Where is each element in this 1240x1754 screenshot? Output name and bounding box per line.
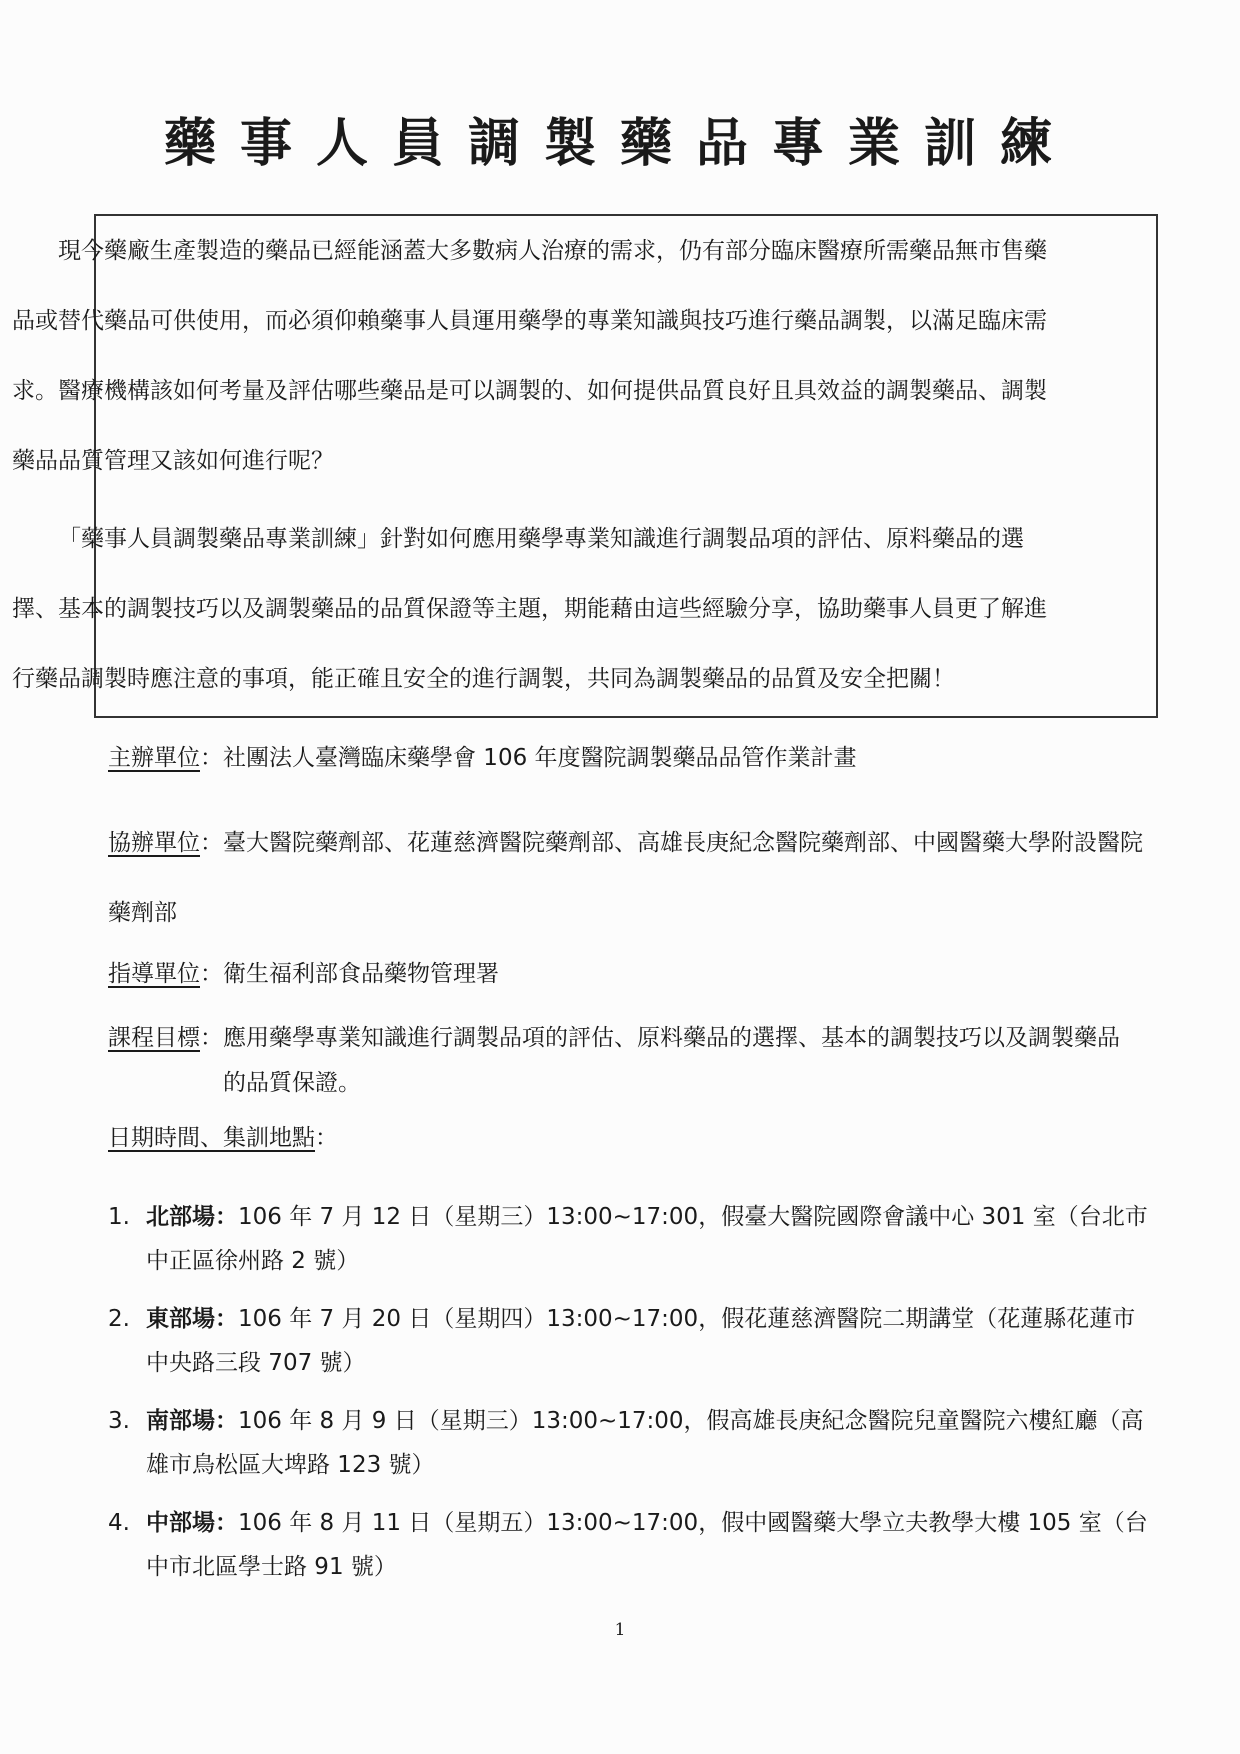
session-detail: 106 年 7 月 20 日（星期四）13:00~17:00，假花蓮慈濟醫院二期講堂（花蓮縣花蓮市中央路三段 707 號）	[146, 1306, 1136, 1376]
co-organizer-row	[108, 808, 1158, 948]
guidance-row	[108, 954, 1158, 994]
intro-paragraph-1	[12, 216, 1052, 496]
session-item-north	[108, 1195, 1158, 1297]
session-region: 南部場：	[146, 1408, 238, 1434]
organizer-label: 主辦單位	[108, 745, 200, 771]
organizer-row	[108, 738, 1158, 778]
colon: ：	[200, 1025, 223, 1051]
organizer-value: 社團法人臺灣臨床藥學會 106 年度醫院調製藥品品管作業計畫	[223, 745, 857, 771]
session-number: 2.	[108, 1306, 130, 1332]
co-organizer-value: 臺大醫院藥劑部、花蓮慈濟醫院藥劑部、高雄長庚紀念醫院藥劑部、中國醫藥大學附設醫院藥劑部	[108, 830, 1143, 926]
session-region: 中部場：	[146, 1510, 238, 1536]
course-goal-line-1	[108, 1018, 1158, 1058]
session-region: 東部場：	[146, 1306, 238, 1332]
guidance-value: 衛生福利部食品藥物管理署	[223, 961, 499, 987]
session-item-east	[108, 1297, 1158, 1399]
session-detail: 106 年 8 月 9 日（星期三）13:00~17:00，假高雄長庚紀念醫院兒童醫院六樓紅廳（高雄市鳥松區大埤路 123 號）	[146, 1408, 1144, 1478]
colon: ：	[200, 745, 223, 771]
colon: ：	[200, 961, 223, 987]
page-number: 1	[614, 1620, 626, 1640]
session-detail: 106 年 8 月 11 日（星期五）13:00~17:00，假中國醫藥大學立夫教學大樓 105 室（台中市北區學士路 91 號）	[146, 1510, 1148, 1580]
date-location-label: 日期時間、集訓地點	[108, 1125, 315, 1151]
guidance-label: 指導單位	[108, 961, 200, 987]
session-item-central	[108, 1501, 1158, 1603]
session-number: 3.	[108, 1408, 130, 1434]
intro-paragraph-2	[12, 504, 1052, 714]
session-number: 1.	[108, 1204, 130, 1230]
colon: ：	[315, 1125, 338, 1151]
document-title: 藥事人員調製藥品專業訓練	[163, 114, 1076, 174]
session-region: 北部場：	[146, 1204, 238, 1230]
session-number: 4.	[108, 1510, 130, 1536]
date-location-row	[108, 1118, 1158, 1158]
colon: ：	[200, 830, 223, 856]
session-item-south	[108, 1399, 1158, 1501]
intro-paragraph-2-text: 「藥事人員調製藥品專業訓練」針對如何應用藥學專業知識進行調製品項的評估、原料藥品的選擇、基本的調製技巧以及調製藥品的品質保證等主題，期能藉由這些經驗分享，協助藥事人員更了解進行藥品調製時應注意的事項，能正確且安全的進行調製，共同為調製藥品的品質及安全把關！	[12, 526, 1047, 692]
intro-paragraph-1-text: 現今藥廠生產製造的藥品已經能涵蓋大多數病人治療的需求，仍有部分臨床醫療所需藥品無市售藥品或替代藥品可供使用，而必須仰賴藥事人員運用藥學的專業知識與技巧進行藥品調製，以滿足臨床需求。醫療機構該如何考量及評估哪些藥品是可以調製的、如何提供品質良好且具效益的調製藥品、調製藥品品質管理又該如何進行呢？	[12, 238, 1047, 474]
session-list	[108, 1195, 1158, 1603]
course-goal-row	[108, 1018, 1158, 1108]
course-goal-text-1: 應用藥學專業知識進行調製品項的評估、原料藥品的選擇、基本的調製技巧以及調製藥品	[223, 1025, 1120, 1051]
session-detail: 106 年 7 月 12 日（星期三）13:00~17:00，假臺大醫院國際會議中心 301 室（台北市中正區徐州路 2 號）	[146, 1204, 1148, 1274]
course-goal-line-2: 的品質保證。	[223, 1070, 361, 1096]
course-goal-label: 課程目標	[108, 1025, 200, 1051]
co-organizer-label: 協辦單位	[108, 830, 200, 856]
